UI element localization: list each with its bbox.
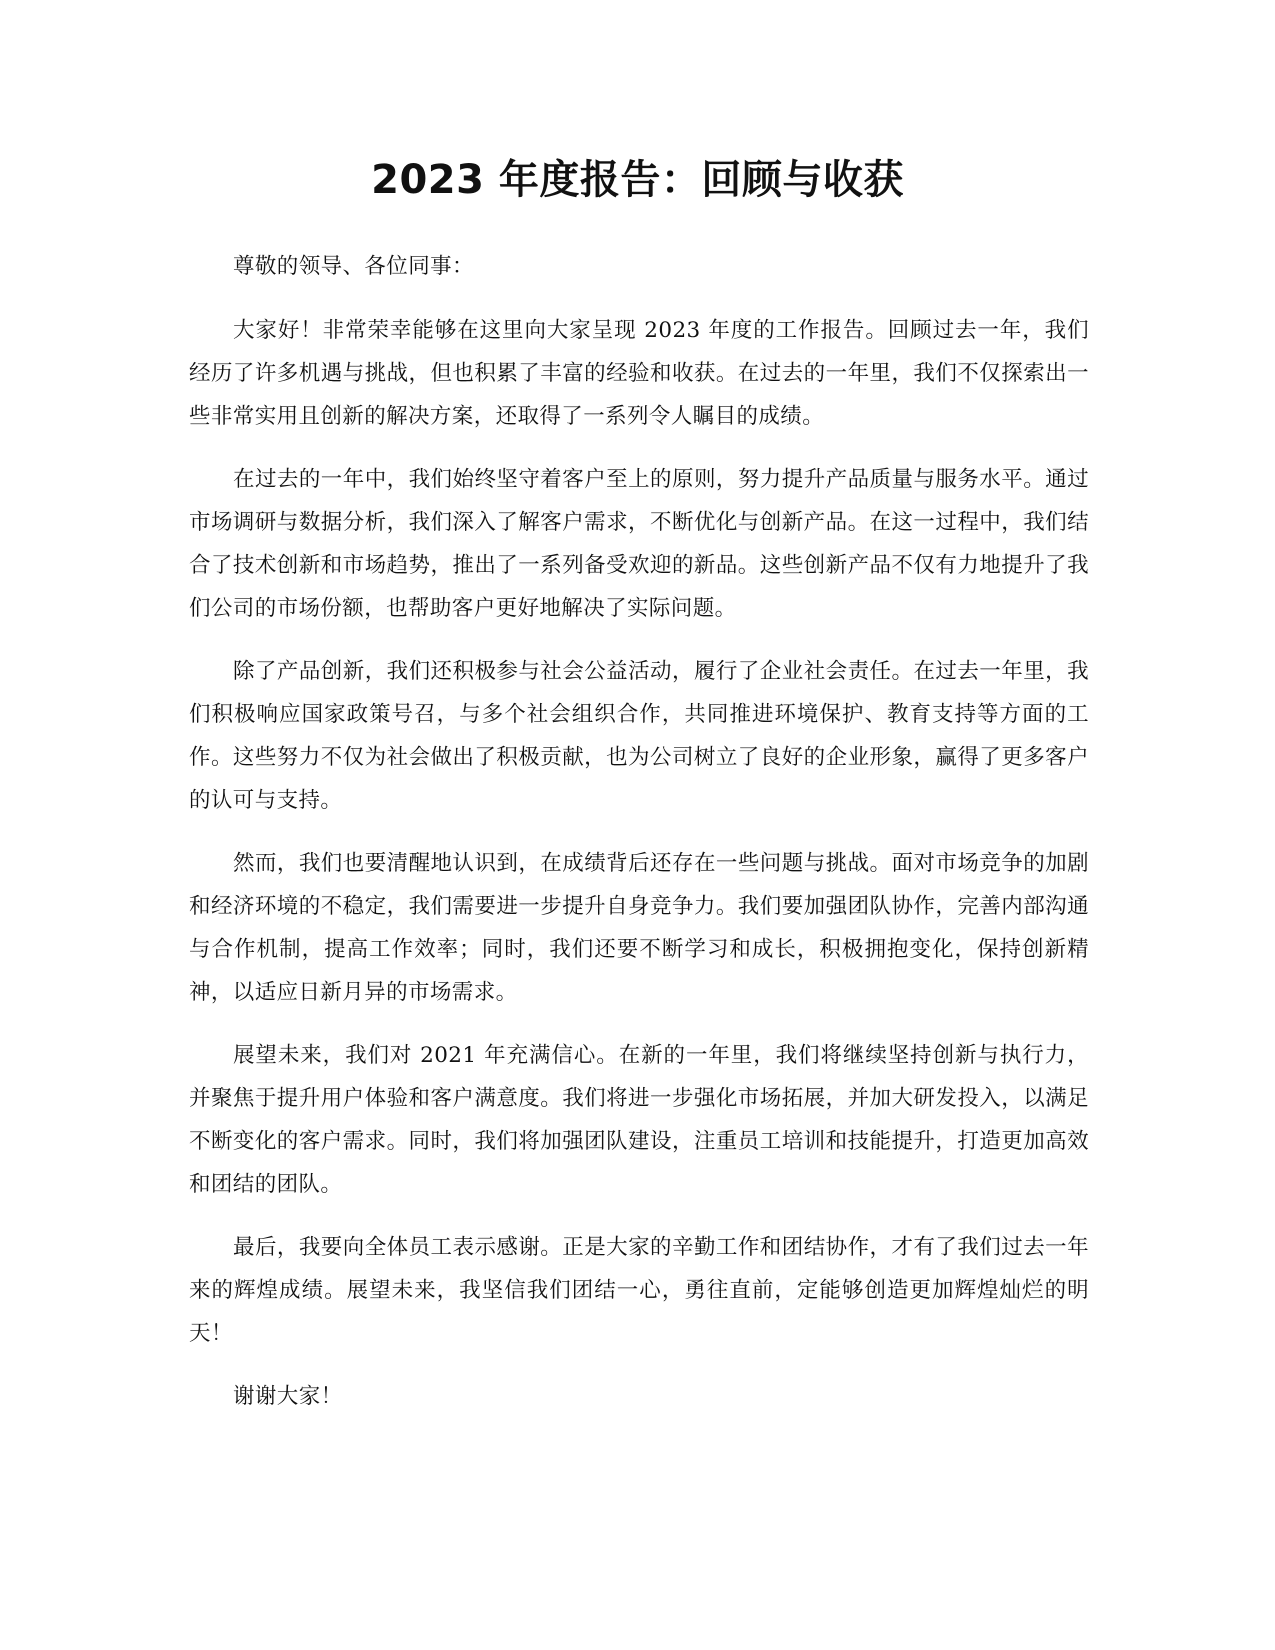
document-title: 2023 年度报告：回顾与收获	[371, 157, 904, 203]
thanks-paragraph: 最后，我要向全体员工表示感谢。正是大家的辛勤工作和团结协作，才有了我们过去一年来的辉煌成绩。展望未来，我坚信我们团结一心，勇往直前，定能够创造更加辉煌灿烂的明天！	[189, 1235, 1089, 1346]
customer-paragraph: 在过去的一年中，我们始终坚守着客户至上的原则，努力提升产品质量与服务水平。通过市场调研与数据分析，我们深入了解客户需求，不断优化与创新产品。在这一过程中，我们结合了技术创新和市场趋势，推出了一系列备受欢迎的新品。这些创新产品不仅有力地提升了我们公司的市场份额，也帮助客户更好地解决了实际问题。	[189, 467, 1089, 621]
social-responsibility-paragraph: 除了产品创新，我们还积极参与社会公益活动，履行了企业社会责任。在过去一年里，我们积极响应国家政策号召，与多个社会组织合作，共同推进环境保护、教育支持等方面的工作。这些努力不仅为社会做出了积极贡献，也为公司树立了良好的企业形象，赢得了更多客户的认可与支持。	[189, 659, 1089, 813]
document-body	[189, 245, 1089, 1438]
closing-paragraph: 谢谢大家！	[233, 1384, 343, 1409]
greeting-paragraph: 尊敬的领导、各位同事：	[233, 254, 474, 279]
outlook-paragraph: 展望未来，我们对 2021 年充满信心。在新的一年里，我们将继续坚持创新与执行力，并聚焦于提升用户体验和客户满意度。我们将进一步强化市场拓展，并加大研发投入，以满足不断变化的客户需求。同时，我们将加强团队建设，注重员工培训和技能提升，打造更加高效和团结的团队。	[189, 1043, 1089, 1197]
challenges-paragraph: 然而，我们也要清醒地认识到，在成绩背后还存在一些问题与挑战。面对市场竞争的加剧和经济环境的不稳定，我们需要进一步提升自身竞争力。我们要加强团队协作，完善内部沟通与合作机制，提高工作效率；同时，我们还要不断学习和成长，积极拥抱变化，保持创新精神，以适应日新月异的市场需求。	[189, 851, 1089, 1005]
intro-paragraph: 大家好！非常荣幸能够在这里向大家呈现 2023 年度的工作报告。回顾过去一年，我们经历了许多机遇与挑战，但也积累了丰富的经验和收获。在过去的一年里，我们不仅探索出一些非常实用且创新的解决方案，还取得了一系列令人瞩目的成绩。	[189, 318, 1089, 429]
